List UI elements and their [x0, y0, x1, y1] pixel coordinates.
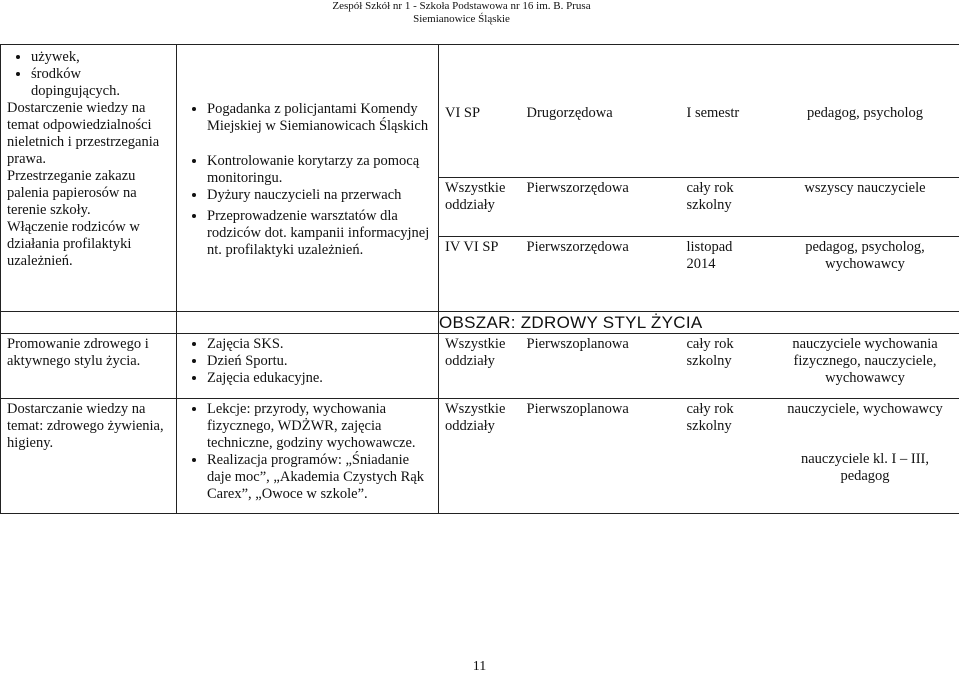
goal-cell: Promowanie zdrowego i aktywnego stylu życia.	[1, 334, 177, 399]
timing-cell: I semestr	[681, 45, 771, 178]
timing-cell: cały rok szkolny	[681, 334, 771, 399]
priority-cell: Pierwszoplanowa	[521, 399, 681, 514]
activities-cell	[177, 334, 439, 399]
list-item: • Dzień Sportu.	[207, 353, 432, 370]
list-item: • Pogadanka z policjantami Komendy Miejskiej w Siemianowicach Śląskich	[207, 101, 432, 135]
target-cell: Wszystkie oddziały	[439, 399, 521, 514]
responsible-cell: pedagog, psycholog, wychowawcy	[771, 237, 959, 312]
table-row	[1, 399, 959, 514]
priority-cell: Pierwszorzędowa	[521, 237, 681, 312]
activities-list	[183, 336, 432, 387]
list-item: • Realizacja programów: „Śniadanie daje moc”, „Akademia Czystych Rąk Carex”, „Owoce w szkole”.	[207, 452, 432, 503]
target-cell: Wszystkie oddziały	[439, 178, 521, 237]
header-city: Siemianowice Śląskie	[413, 13, 510, 25]
responsible-cell	[771, 399, 959, 514]
list-item: • Kontrolowanie korytarzy za pomocą monitoringu.	[207, 153, 432, 187]
responsible-cell: pedagog, psycholog	[771, 45, 959, 178]
activities-cell	[177, 45, 439, 312]
priority-cell: Pierwszorzędowa	[521, 178, 681, 237]
target-cell: IV VI SP	[439, 237, 521, 312]
goal-bullet-list	[7, 49, 170, 100]
target-cell: VI SP	[439, 45, 521, 178]
responsible-cell: nauczyciele wychowania fizycznego, nauczyciele, wychowawcy	[771, 334, 959, 399]
activities-list	[183, 101, 432, 259]
activities-list	[183, 401, 432, 503]
responsible-text: nauczyciele, wychowawcy	[787, 401, 943, 417]
list-item: • Dyżury nauczycieli na przerwach	[207, 187, 432, 204]
header-school-name: Zespół Szkół nr 1 - Szkoła Podstawowa nr 16 im. B. Prusa	[332, 0, 591, 12]
responsible-text: nauczyciele kl. I – III, pedagog	[800, 451, 929, 484]
timing-cell: cały rok szkolny	[681, 178, 771, 237]
section-row	[1, 312, 959, 334]
goal-text: Włączenie rodziców w działania profilaktyki uzależnień.	[7, 219, 140, 269]
responsible-cell: wszyscy nauczyciele	[771, 178, 959, 237]
section-title: OBSZAR: ZDROWY STYL ŻYCIA	[439, 312, 959, 334]
priority-cell: Pierwszoplanowa	[521, 334, 681, 399]
page-header	[0, 0, 959, 26]
program-table	[0, 44, 959, 514]
list-item: • Zajęcia SKS.	[207, 336, 432, 353]
goal-text: Przestrzeganie zakazu palenia papierosów na terenie szkoły.	[7, 168, 137, 218]
list-item: • Lekcje: przyrody, wychowania fizycznego, WDŻWR, zajęcia techniczne, godziny wychowawcze.	[207, 401, 432, 452]
page-number: 11	[472, 659, 487, 674]
timing-cell: listopad 2014	[681, 237, 771, 312]
table-row	[1, 45, 959, 178]
goal-cell	[1, 45, 177, 312]
list-item: • Zajęcia edukacyjne.	[207, 370, 432, 387]
timing-cell: cały rok szkolny	[681, 399, 771, 514]
priority-cell: Drugorzędowa	[521, 45, 681, 178]
goal-text: Dostarczenie wiedzy na temat odpowiedzialności nieletnich i przestrzegania prawa.	[7, 100, 160, 167]
table-row	[1, 334, 959, 399]
list-item: • środków dopingujących.	[31, 66, 170, 100]
target-cell: Wszystkie oddziały	[439, 334, 521, 399]
list-item: • używek,	[31, 49, 170, 66]
activities-cell	[177, 399, 439, 514]
list-item: • Przeprowadzenie warsztatów dla rodziców dot. kampanii informacyjnej nt. profilaktyki uzależnień.	[207, 208, 432, 259]
goal-cell: Dostarczanie wiedzy na temat: zdrowego żywienia, higieny.	[1, 399, 177, 514]
